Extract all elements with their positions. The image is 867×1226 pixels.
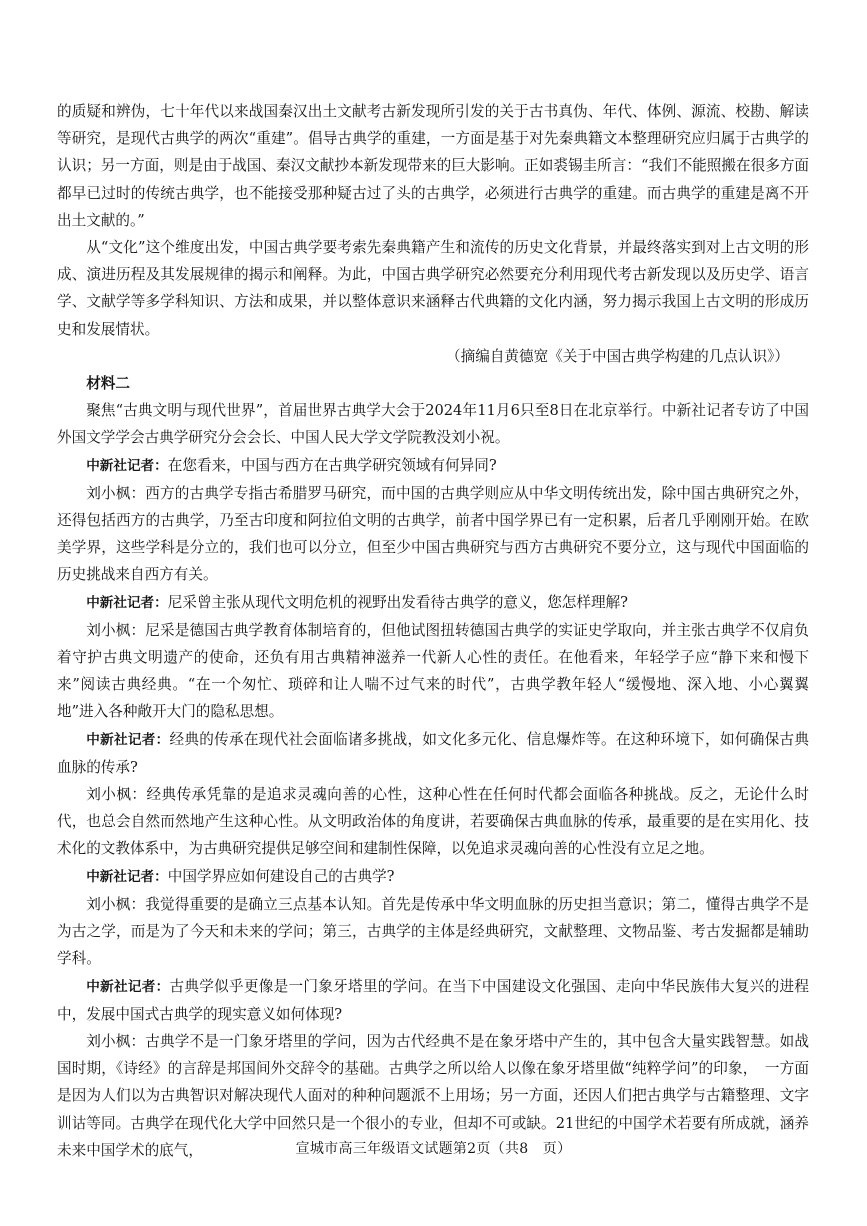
speaker-label: 中新社记者：: [86, 594, 168, 611]
qa-text: 在您看来，中国与西方在古典学研究领域有何异同?: [167, 456, 497, 474]
qa-text: 西方的古典学专指古希腊罗马研究，而中国的古典学则应从中华文明传统出发，除中国古典研究之外，还得包括西方的古典学，乃至古印度和阿拉伯文明的古典学，前者中国学界已有一定积累，后者几乎刚刚开始。在欧美学界，这些学科是分立的，我们也可以分立，但至少中国古典研究与西方古典研究不要分立，这与现代中国面临的历史挑战来自西方有关。: [57, 484, 809, 584]
speaker-label: 中新社记者：: [86, 868, 168, 885]
qa-text: 中国学界应如何建设自己的古典学?: [167, 867, 395, 885]
qa-text: 尼采曾主张从现代文明危机的视野出发看待古典学的意义，您怎样理解?: [167, 593, 628, 611]
qa-item: [57, 589, 809, 617]
interview-qa: [57, 452, 809, 1164]
paragraph-material1-continued: 的质疑和辨伪，七十年代以来战国秦汉出土文献考古新发现所引发的关于古书真伪、年代、体例、源流、校勘、解读等研究，是现代古典学的两次“重建”。倡导古典学的重建，一方面是基于对先秦典籍文本整理研究应归属于古典学的认识；另一方面，则是由于战国、秦汉文献抄本新发现带来的巨大影响。正如裘锡圭所言：“我们不能照搬在很多方面都早已过时的传统古典学，也不能接受那种疑古过了头的古典学，必须进行古典学的重建。而古典学的重建是离不开出土文献的。”: [57, 103, 809, 229]
speaker-label: 刘小枫：: [86, 621, 146, 639]
qa-text: 尼采是德国古典学教育体制培育的，但他试图扭转德国古典学的实证史学取向，并主张古典学不仅肩负着守护古典文明遗产的使命，还负有用古典精神滋养一代新人心性的责任。在他看来，年轻学子应“静下来和慢下来”阅读古典经典。“在一个匆忙、琐碎和让人喘不过气来的时代”，古典学教年轻人“缓慢地、深入地、小心翼翼地”进入各种敞开大门的隐私思想。: [57, 621, 809, 721]
speaker-label: 刘小枫：: [86, 1032, 146, 1050]
qa-text: 古典学似乎更像是一门象牙塔里的学问。在当下中国建设文化强国、走向中华民族伟大复兴的进程中，发展中国式古典学的现实意义如何体现?: [57, 977, 809, 1023]
speaker-label: 中新社记者：: [86, 457, 168, 474]
speaker-label: 刘小枫：: [86, 895, 146, 913]
qa-item: [57, 480, 809, 589]
document-body: [57, 98, 809, 1164]
qa-item: [57, 781, 809, 863]
qa-item: [57, 452, 809, 480]
qa-item: [57, 617, 809, 726]
qa-item: [57, 973, 809, 1028]
interview-intro: 聚焦“古典文明与现代世界”，首届世界古典学大会于2024年11月6只至8日在北京举行。中新社记者专访了中国外国文学学会古典学研究分会会长、中国人民大学文学院教没刘小祝。: [57, 402, 809, 447]
source-citation: （摘编自黄德宽《关于中国古典学构建的几点认识》）: [446, 347, 789, 365]
qa-text: 古典学不是一门象牙塔里的学问，因为古代经典不是在象牙塔中产生的，其中包含大量实践智慧。如战国时期，《诗经》的言辞是邦国间外交辞令的基础。古典学之所以给人以像在象牙塔里做“纯粹学问”的印象， 一方面是因为人们以为古典智识对解决现代人面对的种种问题派不上用场；另一方面，还因人们把古典学与古籍整理、文字训诂等同。古典学在现代化大学中回然只是一个很小的专业，但却不可或缺。21世纪的中国学术若要有所成就，涵养未来中国学术的底气，: [57, 1032, 809, 1159]
speaker-label: 刘小枫：: [86, 786, 147, 804]
qa-text: 我觉得重要的是确立三点基本认知。首先是传承中华文明血脉的历史担当意识；第二，懂得古典学不是为古之学，而是为了今天和未来的学问；第三，古典学的主体是经典研究，文献整理、文物品鉴、考古发掘都是辅助学科。: [57, 895, 809, 968]
qa-item: [57, 863, 809, 891]
page-footer: 宣城市高三年级语文试题第2页（共8 页）: [295, 1141, 572, 1157]
speaker-label: 中新社记者：: [86, 978, 170, 995]
qa-item: [57, 726, 809, 781]
paragraph-material1-culture: 从“文化”这个维度出发，中国古典学要考索先秦典籍产生和流传的历史文化背景，并最终落实到对上古文明的形成、演进历程及其发展规律的揭示和阐释。为此，中国古典学研究必然要充分利用现代考古新发现以及历史学、语言学、文献学等多学科知识、方法和成果，并以整体意识来涵释古代典籍的文化内涵，努力揭示我国上古文明的形成历史和发展情状。: [57, 239, 809, 338]
section-heading-material2: 材料二: [86, 375, 130, 393]
qa-text: 经典传承凭靠的是追求灵魂向善的心性，这种心性在任何时代都会面临各种挑战。反之，无论什么时代，也总会自然而然地产生这种心性。从文明政治体的角度讲，若要确保古典血脉的传承，最重要的是在实用化、技术化的文教体系中，为古典研究提供足够空间和建制性保障，以免追求灵魂向善的心性没有立足之地。: [57, 786, 809, 858]
speaker-label: 刘小枫：: [86, 484, 146, 502]
qa-text: 经典的传承在现代社会面临诸多挑战，如文化多元化、信息爆炸等。在这种环境下，如何确保古典血脉的传承?: [57, 730, 809, 776]
speaker-label: 中新社记者：: [86, 731, 170, 748]
qa-item: [57, 891, 809, 973]
